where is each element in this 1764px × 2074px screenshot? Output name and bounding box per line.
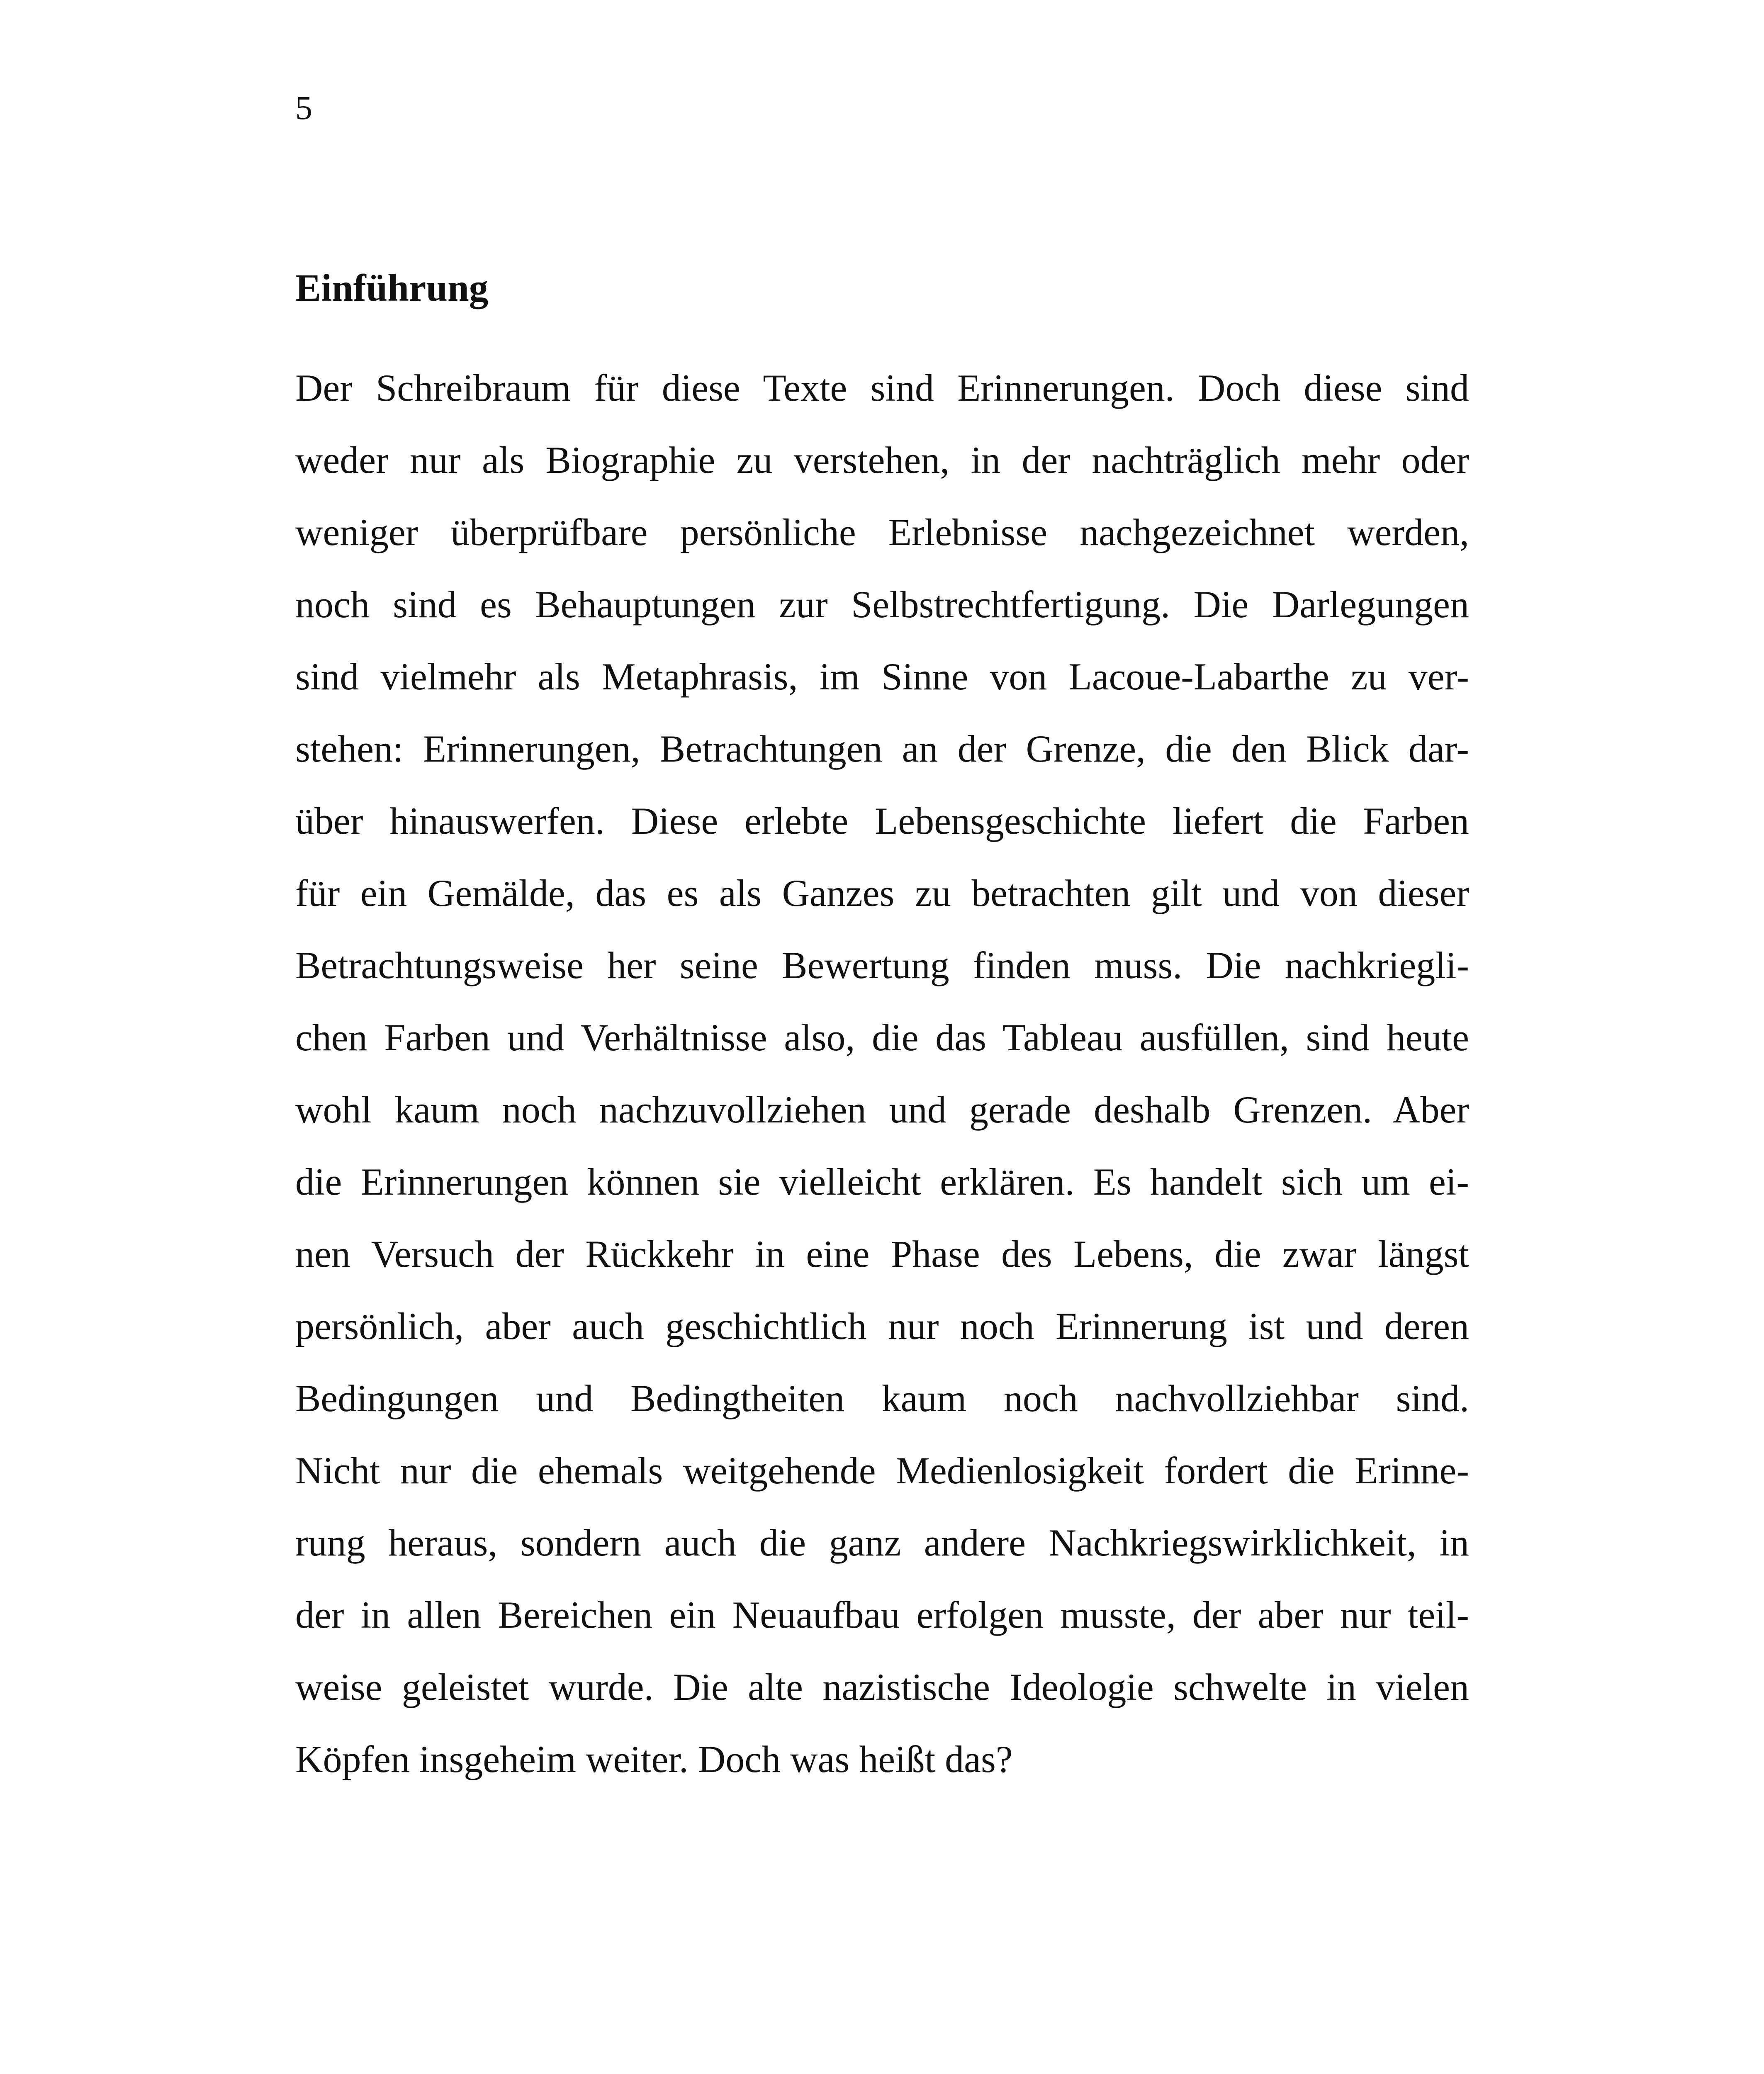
text-line: Köpfen insgeheim weiter. Doch was heißt das? [295, 1738, 1013, 1780]
text-line: wohl kaum noch nachzuvollziehen und gerade deshalb Grenzen. Aber [295, 1088, 1469, 1131]
body-paragraph [295, 365, 1469, 1809]
text-line: persönlich, aber auch geschichtlich nur noch Erinnerung ist und deren [295, 1305, 1469, 1347]
text-line: weise geleistet wurde. Die alte nazistische Ideologie schwelte in vielen [295, 1666, 1469, 1708]
text-line: weder nur als Biographie zu verstehen, in der nachträglich mehr oder [295, 439, 1469, 481]
section-heading: Einführung [295, 267, 489, 309]
text-line: noch sind es Behauptungen zur Selbstrechtfertigung. Die Darlegungen [295, 583, 1469, 626]
text-line: Betrachtungsweise her seine Bewertung finden muss. Die nachkriegli- [295, 944, 1469, 986]
text-line: sind vielmehr als Metaphrasis, im Sinne von Lacoue-Labarthe zu ver- [295, 655, 1469, 698]
text-line: Bedingungen und Bedingtheiten kaum noch nachvollziehbar sind. [295, 1377, 1469, 1419]
text-line: chen Farben und Verhältnisse also, die das Tableau ausfüllen, sind heute [295, 1016, 1469, 1059]
text-line: nen Versuch der Rückkehr in eine Phase des Lebens, die zwar längst [295, 1233, 1469, 1275]
page-number: 5 [295, 89, 312, 127]
text-line: weniger überprüfbare persönliche Erlebnisse nachgezeichnet werden, [295, 511, 1469, 553]
text-line: Der Schreibraum für diese Texte sind Erinnerungen. Doch diese sind [295, 367, 1469, 409]
text-line: rung heraus, sondern auch die ganz andere Nachkriegswirklichkeit, in [295, 1521, 1469, 1564]
text-line: der in allen Bereichen ein Neuaufbau erfolgen musste, der aber nur teil- [295, 1594, 1469, 1636]
text-line: für ein Gemälde, das es als Ganzes zu betrachten gilt und von dieser [295, 872, 1469, 914]
text-line: stehen: Erinnerungen, Betrachtungen an der Grenze, die den Blick dar- [295, 728, 1469, 770]
text-line: über hinauswerfen. Diese erlebte Lebensgeschichte liefert die Farben [295, 800, 1469, 842]
text-line: Nicht nur die ehemals weitgehende Medienlosigkeit fordert die Erinne- [295, 1449, 1469, 1492]
text-line: die Erinnerungen können sie vielleicht erklären. Es handelt sich um ei- [295, 1161, 1469, 1203]
